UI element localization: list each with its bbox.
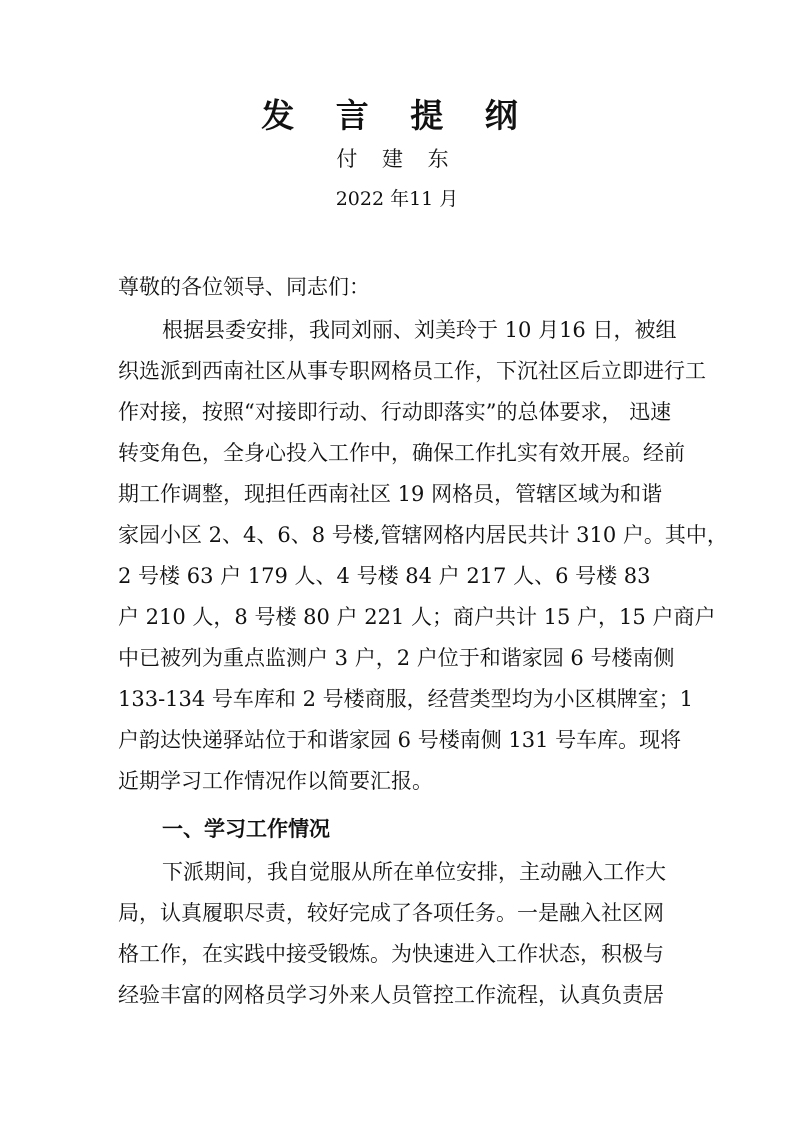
intro-line: 织选派到西南社区从事专职网格员工作，下沉社区后立即进行工 [118, 359, 706, 383]
intro-line: 期工作调整，现担任西南社区 19 网格员，管辖区域为和谐 [118, 482, 663, 506]
document-date: 2022 年11 月 [335, 188, 459, 210]
document-title: 发 言 提 纲 [261, 96, 533, 135]
section-line: 下派期间，我自觉服从所在单位安排，主动融入工作大 [162, 860, 666, 884]
section-line: 局，认真履职尽责，较好完成了各项任务。一是融入社区网 [118, 901, 664, 925]
greeting: 尊敬的各位领导、同志们： [118, 275, 370, 299]
intro-line: 133-134 号车库和 2 号楼商服，经营类型均为小区棋牌室；1 [118, 687, 694, 711]
intro-line: 2 号楼 63 户 179 人、4 号楼 84 户 217 人、6 号楼 83 [118, 564, 651, 588]
intro-line: 中已被列为重点监测户 3 户，2 户位于和谐家园 6 号楼南侧 [118, 646, 675, 670]
section-line: 经验丰富的网格员学习外来人员管控工作流程，认真负责居 [118, 983, 664, 1007]
intro-line: 家园小区 2、4、6、8 号楼,管辖网格内居民共计 310 户。其中， [118, 523, 728, 547]
intro-line: 户韵达快递驿站位于和谐家园 6 号楼南侧 131 号车库。现将 [118, 728, 682, 752]
document-author: 付 建 东 [336, 147, 458, 171]
intro-line: 作对接，按照“对接即行动、行动即落实”的总体要求， 迅速 [118, 400, 672, 424]
section-line: 格工作，在实践中接受锻炼。为快速进入工作状态，积极与 [118, 942, 664, 966]
intro-line: 户 210 人，8 号楼 80 户 221 人；商户共计 15 户，15 户商户 [118, 605, 716, 629]
intro-line: 转变角色，全身心投入工作中，确保工作扎实有效开展。经前 [118, 441, 685, 465]
intro-line: 根据县委安排，我同刘丽、刘美玲于 10 月16 日，被组 [162, 318, 677, 342]
intro-line: 近期学习工作情况作以简要汇报。 [118, 769, 433, 793]
section-heading: 一、学习工作情况 [162, 816, 330, 841]
